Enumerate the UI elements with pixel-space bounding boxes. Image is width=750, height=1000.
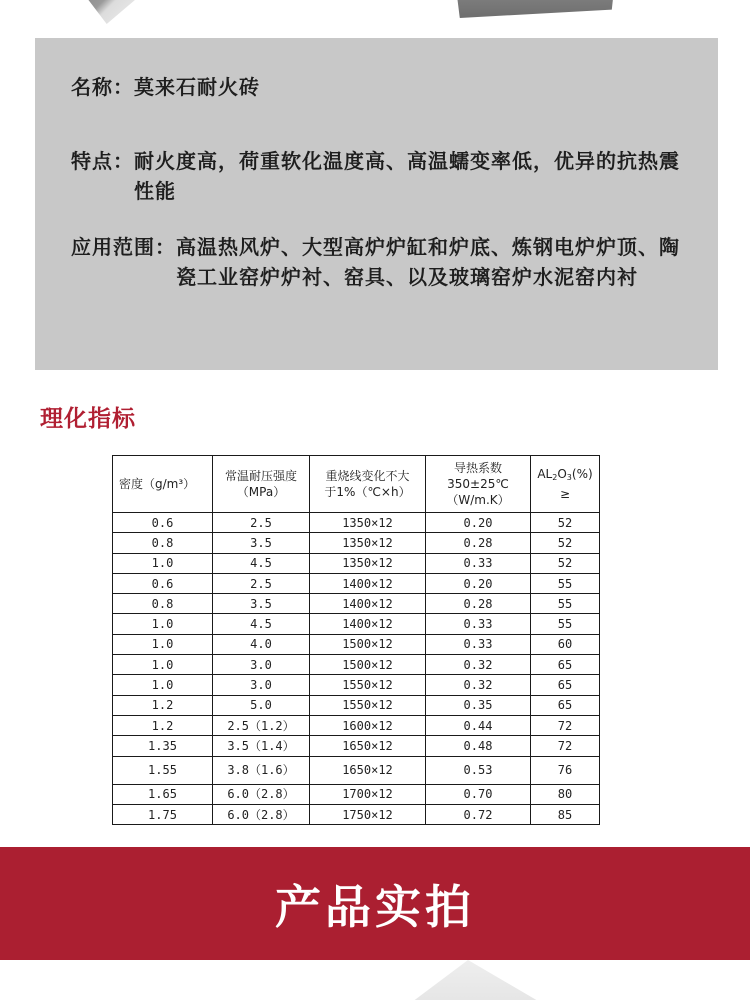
cell-conductivity: 0.70 [426,784,531,804]
table-row [113,553,600,573]
cell-strength: 3.8（1.6） [213,756,310,784]
brick-image-left [78,0,148,24]
cell-density: 1.0 [113,675,213,695]
cell-reheat: 1500×12 [310,655,426,675]
product-info-panel [35,38,718,370]
cell-conductivity: 0.33 [426,634,531,654]
table-row [113,695,600,715]
cell-conductivity: 0.20 [426,573,531,593]
table-row [113,715,600,735]
table-row [113,655,600,675]
cell-density: 1.0 [113,553,213,573]
product-photos-banner [0,847,750,960]
cell-reheat: 1400×12 [310,573,426,593]
cell-conductivity: 0.20 [426,513,531,533]
table-row [113,756,600,784]
cell-density: 1.2 [113,715,213,735]
cell-alumina: 52 [531,553,600,573]
cell-reheat: 1500×12 [310,634,426,654]
cell-reheat: 1550×12 [310,675,426,695]
table-row [113,573,600,593]
cell-strength: 3.5 [213,594,310,614]
header-alumina [531,456,600,513]
cell-strength: 2.5（1.2） [213,715,310,735]
cell-conductivity: 0.28 [426,533,531,553]
cell-reheat: 1350×12 [310,513,426,533]
cell-reheat: 1350×12 [310,553,426,573]
cell-density: 0.8 [113,594,213,614]
cell-alumina: 55 [531,573,600,593]
application-label: 应用范围： [71,235,176,259]
cell-strength: 4.5 [213,553,310,573]
brick-image-right [455,0,615,18]
table-header-row [113,456,600,513]
cell-density: 1.75 [113,804,213,824]
cell-alumina: 65 [531,655,600,675]
cell-density: 0.6 [113,513,213,533]
cell-strength: 4.0 [213,634,310,654]
cell-alumina: 80 [531,784,600,804]
product-photo-bottom [0,960,750,1000]
cell-alumina: 55 [531,614,600,634]
brick-image-bottom [405,960,545,1000]
cell-density: 1.35 [113,736,213,756]
cell-density: 1.55 [113,756,213,784]
specs-table [112,455,600,825]
alumina-sub1: 2 [552,473,558,482]
cell-alumina: 55 [531,594,600,614]
cell-alumina: 72 [531,736,600,756]
product-photo-top [0,0,750,38]
alumina-sub2: 3 [566,473,572,482]
cell-alumina: 72 [531,715,600,735]
product-name-row [71,72,260,102]
cell-strength: 2.5 [213,573,310,593]
cell-reheat: 1400×12 [310,594,426,614]
application-row [71,232,711,292]
cell-density: 1.0 [113,655,213,675]
cell-conductivity: 0.35 [426,695,531,715]
cell-reheat: 1650×12 [310,736,426,756]
cell-conductivity: 0.44 [426,715,531,735]
cell-alumina: 65 [531,675,600,695]
cell-reheat: 1650×12 [310,756,426,784]
header-density [113,456,213,513]
cell-conductivity: 0.33 [426,614,531,634]
cell-reheat: 1750×12 [310,804,426,824]
header-alumina-line2: ≥ [559,487,571,501]
cell-conductivity: 0.32 [426,655,531,675]
cell-strength: 3.0 [213,675,310,695]
header-strength-line2: （MPa） [236,485,286,499]
table-row [113,594,600,614]
banner-title: 产品实拍 [275,879,475,934]
table-row [113,736,600,756]
cell-reheat: 1350×12 [310,533,426,553]
header-strength [213,456,310,513]
header-reheat-line2: 于1%（℃×h） [324,485,411,499]
header-reheat [310,456,426,513]
cell-density: 0.6 [113,573,213,593]
cell-density: 1.2 [113,695,213,715]
application-value: 高温热风炉、大型高炉炉缸和炉底、炼钢电炉炉顶、陶瓷工业窑炉炉衬、窑具、以及玻璃窑炉水泥窑内衬 [176,235,680,289]
header-conductivity-line2: 350±25℃ [447,477,509,491]
cell-density: 1.0 [113,634,213,654]
cell-alumina: 76 [531,756,600,784]
cell-density: 1.65 [113,784,213,804]
cell-density: 1.0 [113,614,213,634]
table-row [113,784,600,804]
table-row [113,634,600,654]
cell-reheat: 1700×12 [310,784,426,804]
header-conductivity-line1: 导热系数 [453,461,502,475]
cell-conductivity: 0.33 [426,553,531,573]
cell-strength: 6.0（2.8） [213,784,310,804]
header-conductivity [426,456,531,513]
specs-section-title: 理化指标 [40,406,136,432]
cell-strength: 3.5 [213,533,310,553]
features-label: 特点： [71,149,134,173]
cell-conductivity: 0.32 [426,675,531,695]
alumina-suffix: (%) [571,467,593,481]
cell-strength: 5.0 [213,695,310,715]
alumina-mid: O [557,467,567,481]
cell-alumina: 85 [531,804,600,824]
table-row [113,804,600,824]
header-alumina-line1 [531,466,599,486]
cell-alumina: 60 [531,634,600,654]
cell-conductivity: 0.72 [426,804,531,824]
header-conductivity-line3: （W/m.K） [446,493,510,507]
table-row [113,675,600,695]
header-density-text: 密度（g/m³） [119,477,196,491]
cell-reheat: 1400×12 [310,614,426,634]
alumina-prefix: AL [537,467,553,481]
table-row [113,513,600,533]
cell-conductivity: 0.28 [426,594,531,614]
cell-reheat: 1600×12 [310,715,426,735]
cell-alumina: 52 [531,513,600,533]
cell-strength: 6.0（2.8） [213,804,310,824]
cell-density: 0.8 [113,533,213,553]
features-value: 耐火度高，荷重软化温度高、高温蠕变率低，优异的抗热震性能 [134,149,680,203]
cell-conductivity: 0.48 [426,736,531,756]
header-reheat-line1: 重烧线变化不大 [325,469,410,483]
cell-strength: 4.5 [213,614,310,634]
cell-strength: 3.0 [213,655,310,675]
cell-reheat: 1550×12 [310,695,426,715]
cell-strength: 3.5（1.4） [213,736,310,756]
cell-alumina: 65 [531,695,600,715]
cell-strength: 2.5 [213,513,310,533]
name-label: 名称： [71,75,134,99]
table-row [113,614,600,634]
header-strength-line1: 常温耐压强度 [224,469,297,483]
table-row [113,533,600,553]
cell-conductivity: 0.53 [426,756,531,784]
features-row [71,146,701,206]
cell-alumina: 52 [531,533,600,553]
name-value: 莫来石耐火砖 [134,75,260,99]
